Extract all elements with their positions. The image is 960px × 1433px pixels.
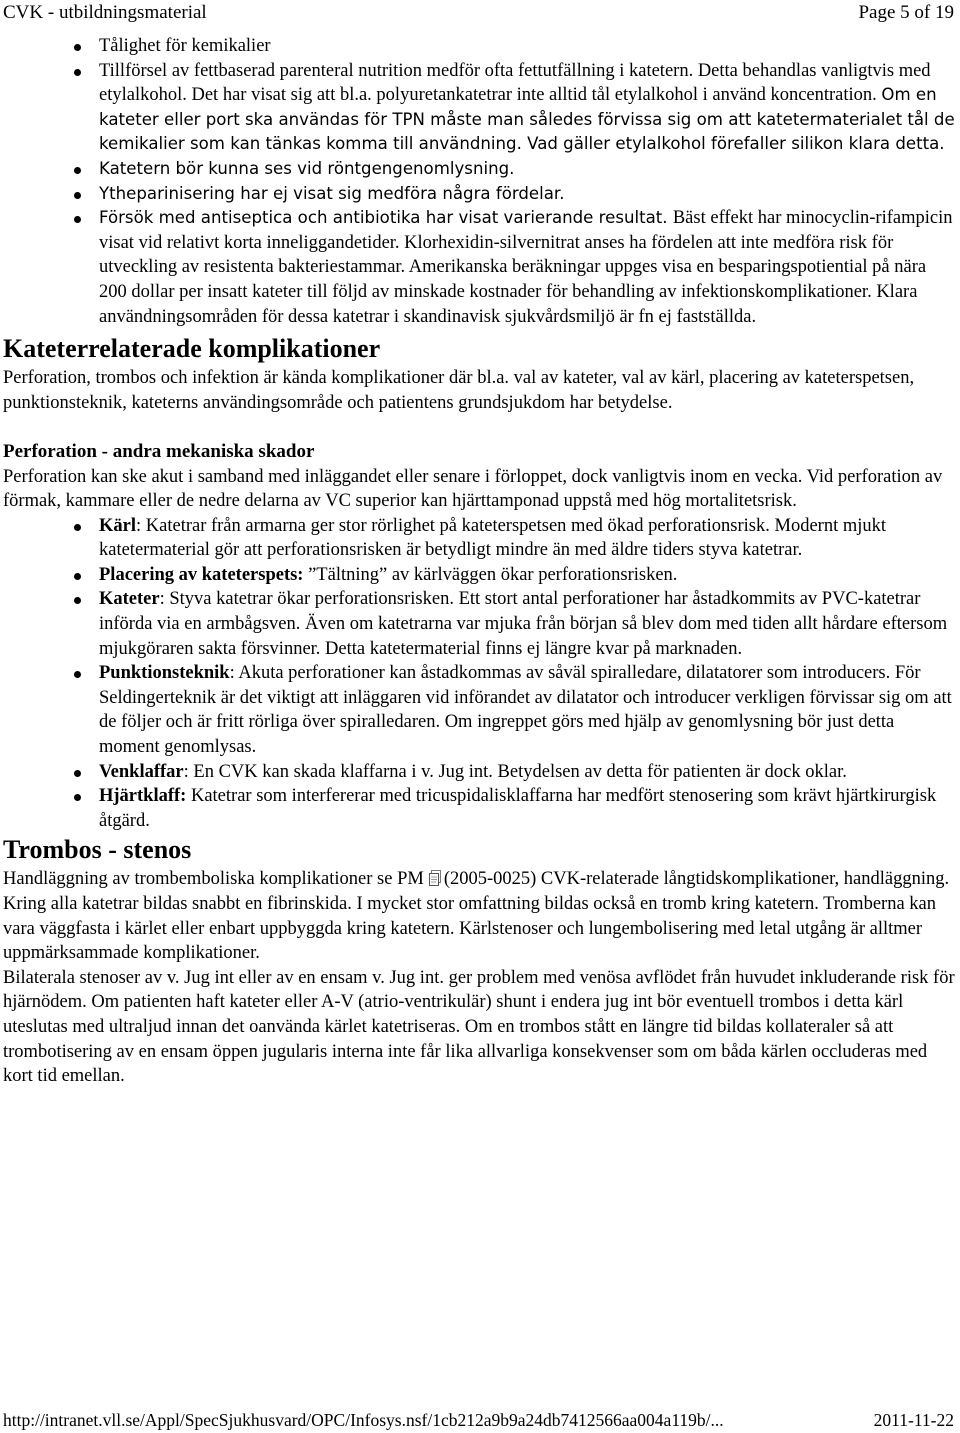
item-sep: : bbox=[159, 589, 170, 610]
item-sep: : bbox=[136, 515, 146, 536]
perforation-intro: Perforation kan ske akut i samband med inläggandet eller senare i förloppet, dock vanligtvis inom en vecka. Vid perforation av förmak, kammare eller de nedre delarna av VC superior kan hjärttamponad uppstå med hög mortalitetsrisk. bbox=[3, 466, 943, 512]
subheading-perforation: Perforation - andra mekaniska skador bbox=[3, 440, 315, 462]
pm-text: Handläggning av trombemboliska komplikationer se PM bbox=[3, 869, 424, 890]
document-title: CVK - utbildningsmaterial bbox=[3, 2, 207, 23]
perforation-list bbox=[0, 514, 955, 834]
item-sep: : bbox=[229, 663, 239, 684]
item-term: Punktionsteknik bbox=[99, 663, 230, 684]
item-text-sans: Om en kateter eller port ska användas för TPN måste man således förvissa sig om att katetermaterialet tål de kemikalier som kan tänkas komma till användning. Vad gäller etylalkohol förefaller silikon klara detta. bbox=[99, 85, 955, 154]
complications-intro: Perforation, trombos och infektion är kända komplikationer där bl.a. val av kateter, val av kärl, placering av kateterspetsen, punktionsteknik, kateterns användingsområde och patientens grundsjukdom har betydelse. bbox=[3, 368, 915, 413]
item-text: Akuta perforationer kan åstadkommas av såväl spiralledare, dilatatorer som introducers. För Seldingerteknik är det viktigt att inläggaren vid införandet av dilatator och introducer verkligen förvissar sig om att de följer och är fritt rörliga över spiralledaren. Om ingreppet görs med hjälp av genomlysning bör just detta moment genomlysas. bbox=[99, 663, 952, 758]
item-text: ”Tältning” av kärlväggen ökar perforationsrisken. bbox=[308, 564, 678, 585]
list-item bbox=[0, 34, 955, 59]
thrombosis-paragraph-stenosis: Bilaterala stenoser av v. Jug int eller av en ensam v. Jug int. ger problem med venösa avflödet från huvudet inkluderande risk för hjärnödem. Om patienten haft kateter eller A-V (atrio-ventrikulär) shunt i endera jug int bör eventuell trombos i detta kärl uteslutas med ultraljud innan det oanvända kärlet katetriseras. Om en trombos stått en längre tid bildas kollateraler så att trombotisering av en ensam öppen jugularis interna inte får lika allvarliga konsekvenser som om båda kärlen occluderas med kort tid emellan. bbox=[3, 967, 955, 1087]
pm-text-after: (2005-0025) CVK-relaterade långtidskomplikationer, handläggning. bbox=[443, 869, 950, 890]
page-header bbox=[0, 0, 960, 26]
item-text: Styva katetrar ökar perforationsrisken. Ett stort antal perforationer har åstadkommits av PVC-katetrar införda via en armbågsven. Även om katetrarna var mjuka från början så blev dom med tiden allt hårdare eftersom mjukgöraren sakta försvinner. Detta katetermaterial finns ej längre kvar på marknaden. bbox=[99, 589, 948, 659]
item-term: Placering av kateterspets: bbox=[99, 564, 304, 585]
list-item bbox=[0, 182, 955, 207]
item-sep: : bbox=[183, 761, 194, 782]
page-footer bbox=[0, 1408, 960, 1433]
item-text: Katetrar som interfererar med tricuspidalisklaffarna har medfört stenosering som krävt hjärtkirurgisk åtgärd. bbox=[99, 786, 937, 831]
item-text-sans: Försök med antiseptica och antibiotika har visat varierande resultat. bbox=[99, 208, 673, 228]
list-item bbox=[0, 514, 955, 563]
item-text: Katetrar från armarna ger stor rörlighet på kateterspetsen med ökad perforationsrisk. Modernt mjukt katetermaterial gör att perforationsrisken är betydligt mindre än med äldre tiders styva katetrar. bbox=[99, 515, 887, 561]
list-item bbox=[0, 59, 955, 157]
list-item bbox=[0, 563, 955, 588]
requirements-list bbox=[0, 34, 955, 329]
item-term: Kärl bbox=[99, 515, 136, 536]
item-term: Hjärtklaff: bbox=[99, 786, 187, 807]
item-text: Bäst effekt har minocyclin-rifampicin visat vid relativt korta inneliggandetider. Klorhexidin-silvernitrat anses ha fördelen att inte medföra risk för utveckling av resistenta bakteriestammar. Amerikanska beräkningar uppges visa en besparingspotiential på nära 200 dollar per insatt kateter till följd av minskade kostnader för behandling av infektionskomplikationer. Klara användningsområden för dessa katetrar i skandinavisk sjukvårdsmiljö är fn ej fastställda. bbox=[99, 208, 953, 327]
thrombosis-pm-reference bbox=[0, 867, 955, 892]
document-link-icon[interactable] bbox=[428, 869, 442, 887]
list-item bbox=[0, 784, 955, 833]
list-item bbox=[0, 587, 955, 661]
section-heading-complications: Kateterrelaterade komplikationer bbox=[3, 334, 381, 364]
item-text: Ytheparinisering har ej visat sig medföra några fördelar. bbox=[99, 183, 565, 203]
item-text: Tillförsel av fettbaserad parenteral nutrition medför ofta fettutfällning i katetern. Detta behandlas vanligtvis med etylalkohol. Det har visat sig att bl.a. polyuretankatetrar inte alltid tål etylalkohol i använd koncentration. bbox=[99, 60, 931, 106]
item-text: Katetern bör kunna ses vid röntgengenomlysning. bbox=[99, 158, 515, 178]
list-item bbox=[0, 157, 955, 182]
list-item bbox=[0, 206, 955, 329]
item-term: Venklaffar bbox=[99, 761, 184, 782]
item-text: Tålighet för kemikalier bbox=[99, 36, 271, 56]
page-number: Page 5 of 19 bbox=[858, 2, 954, 23]
list-item bbox=[0, 661, 955, 759]
page-url: http://intranet.vll.se/Appl/SpecSjukhusvard/OPC/Infosys.nsf/1cb212a9b9a24db7412566aa004a119b/... bbox=[3, 1410, 724, 1430]
thrombosis-paragraph-fibrin: Kring alla katetrar bildas snabbt en fibrinskida. I mycket stor omfattning bildas också en tromb kring katetern. Tromberna kan vara väggfasta i kärlet eller enbart uppbyggda kring katetern. Kärlstenoser och lungembolisering med letal utgång är alltmer uppmärksammade komplikationer. bbox=[3, 894, 936, 964]
print-date: 2011-11-22 bbox=[873, 1410, 954, 1430]
document-body bbox=[0, 34, 955, 1089]
section-heading-thrombosis: Trombos - stenos bbox=[3, 835, 192, 865]
item-text: En CVK kan skada klaffarna i v. Jug int. Betydelsen av detta för patienten är dock oklar. bbox=[193, 761, 847, 782]
list-item bbox=[0, 760, 955, 785]
item-term: Kateter bbox=[99, 589, 160, 610]
